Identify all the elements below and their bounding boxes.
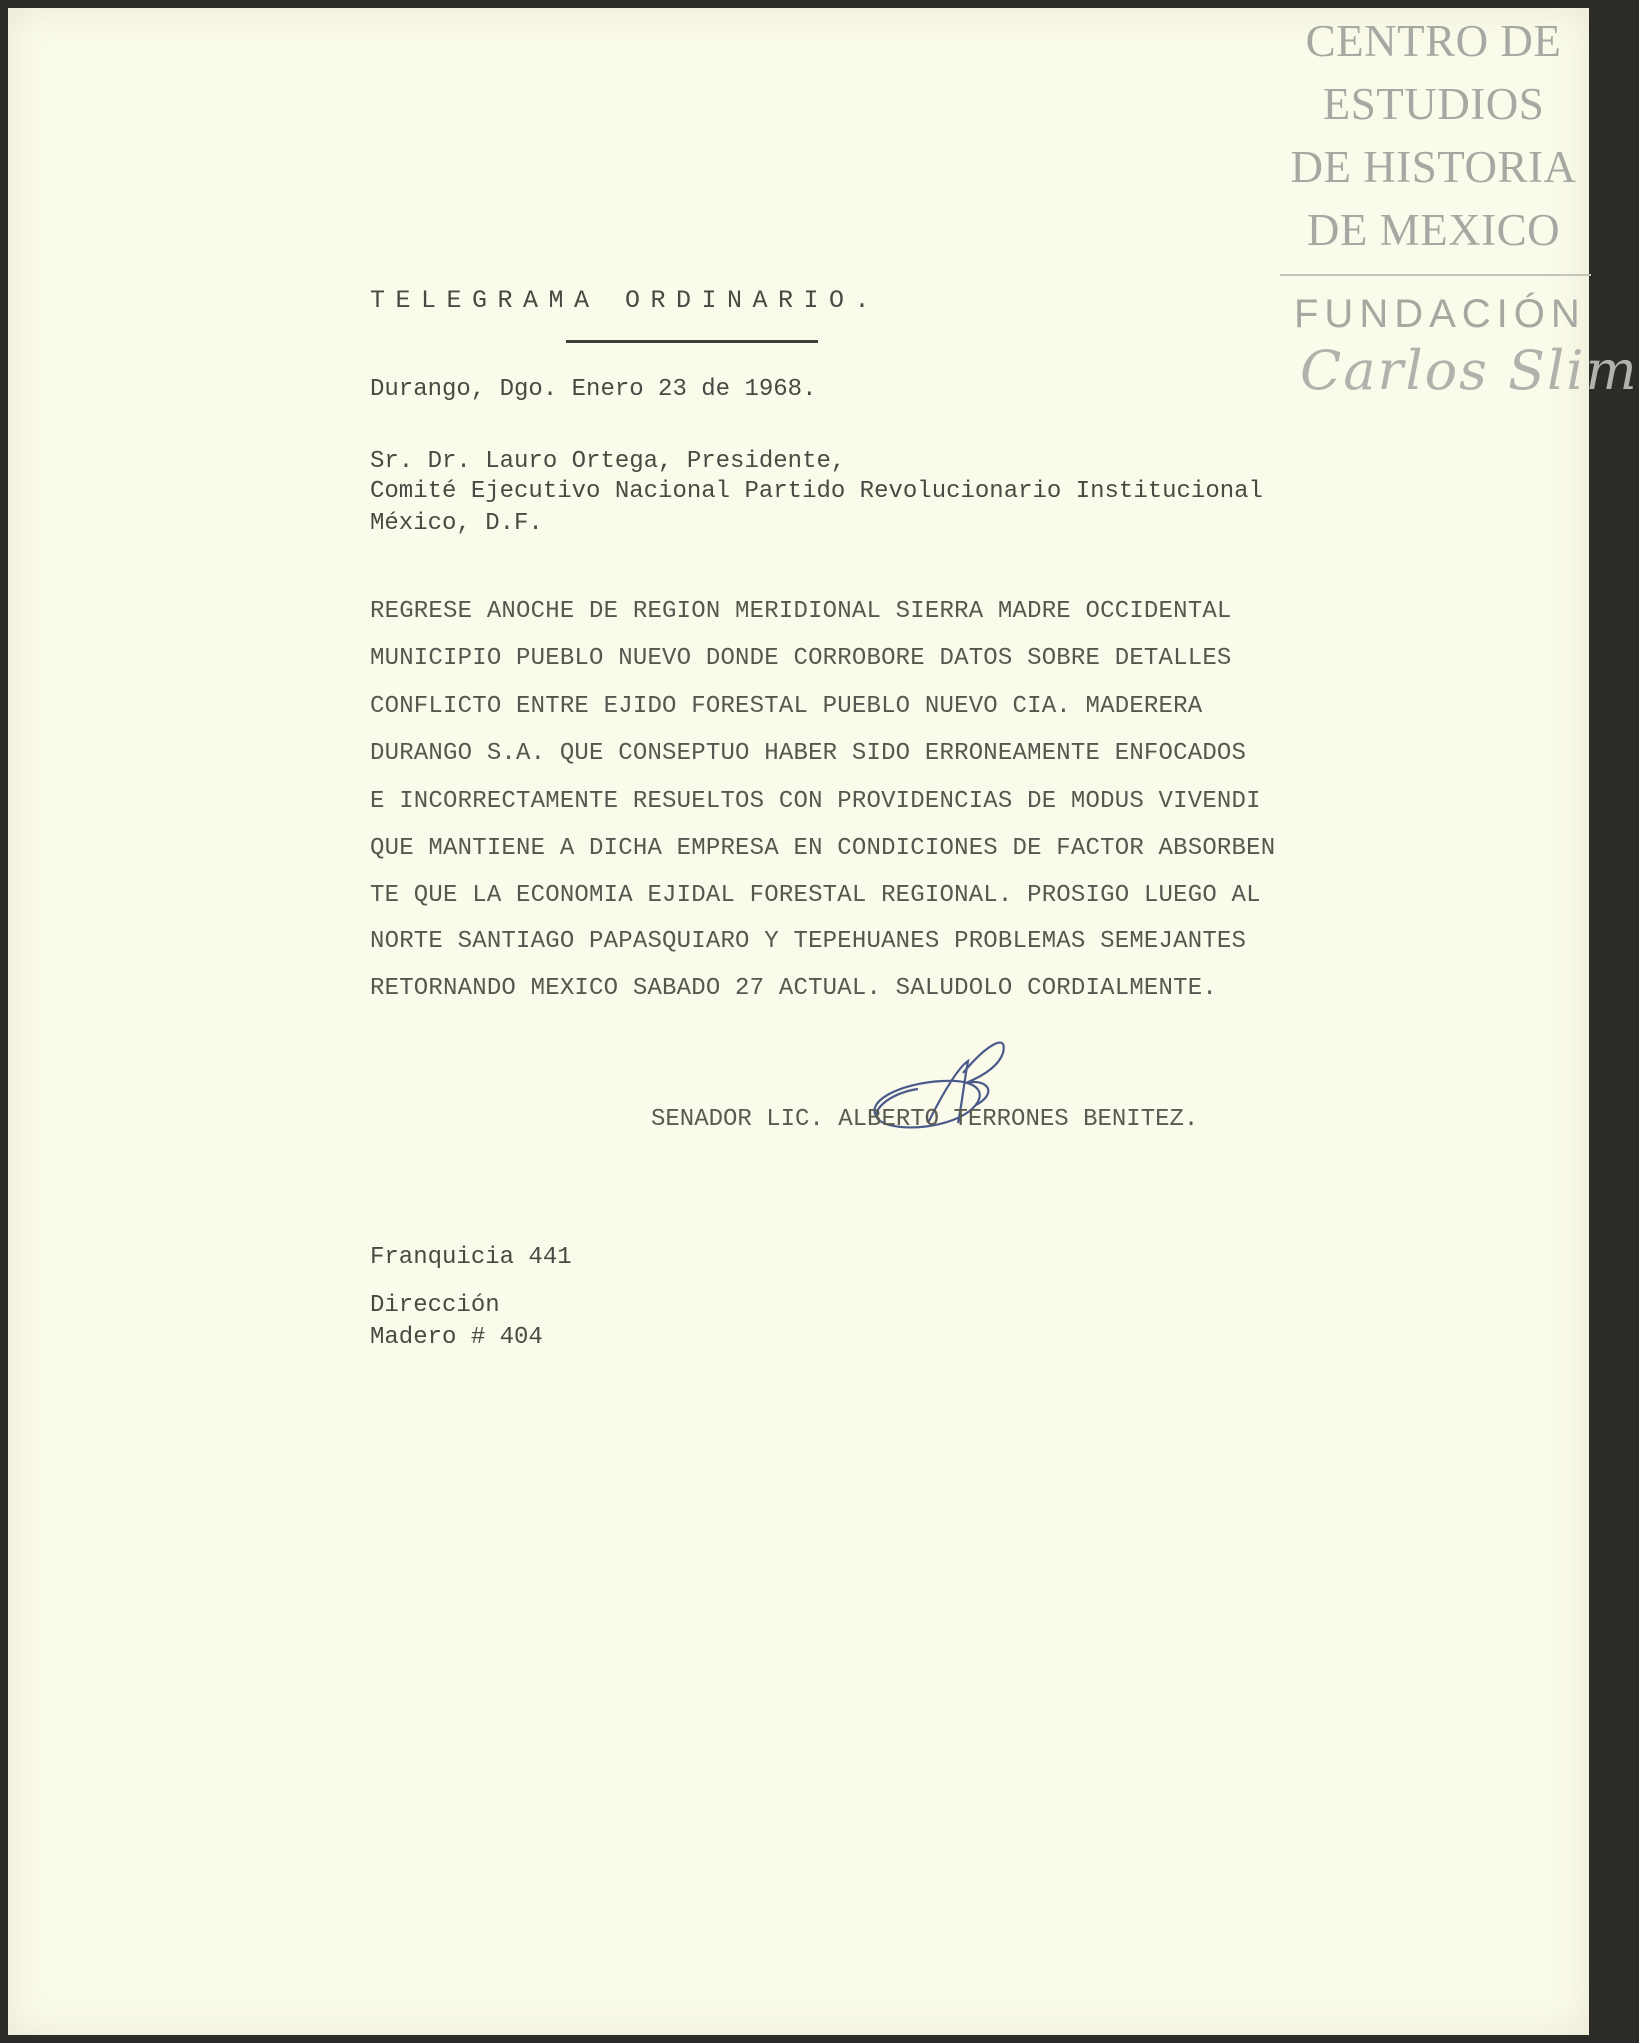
watermark-line-1: CENTRO DE bbox=[1305, 16, 1562, 66]
direccion-value: Madero # 404 bbox=[370, 1324, 543, 1351]
telegram-heading: TELEGRAMA ORDINARIO. bbox=[370, 286, 881, 315]
watermark-line-4: DE MEXICO bbox=[1306, 205, 1561, 255]
recipient-line-3: México, D.F. bbox=[370, 510, 543, 537]
watermark-divider bbox=[1280, 274, 1591, 276]
body-line-7: TE QUE LA ECONOMIA EJIDAL FORESTAL REGIONAL. PROSIGO LUEGO AL bbox=[370, 882, 1261, 909]
body-line-8: NORTE SANTIAGO PAPASQUIARO Y TEPEHUANES PROBLEMAS SEMEJANTES bbox=[370, 928, 1247, 955]
body-line-6: QUE MANTIENE A DICHA EMPRESA EN CONDICIONES DE FACTOR ABSORBEN bbox=[370, 835, 1276, 862]
body-line-2: MUNICIPIO PUEBLO NUEVO DONDE CORROBORE DATOS SOBRE DETALLES bbox=[370, 645, 1232, 672]
direccion-label: Dirección bbox=[370, 1292, 500, 1319]
sender-signature: SENADOR LIC. ALBERTO TERRONES BENITEZ. bbox=[651, 1106, 1199, 1133]
watermark-script-name: Carlos Slim bbox=[1300, 339, 1639, 402]
watermark-line-2: ESTUDIOS bbox=[1322, 79, 1545, 129]
place-date: Durango, Dgo. Enero 23 de 1968. bbox=[370, 376, 817, 403]
recipient-line-2: Comité Ejecutivo Nacional Partido Revolucionario Institucional bbox=[370, 478, 1263, 505]
handwritten-signature bbox=[858, 1023, 1038, 1163]
body-line-9: RETORNANDO MEXICO SABADO 27 ACTUAL. SALUDOLO CORDIALMENTE. bbox=[370, 975, 1217, 1002]
body-line-5: E INCORRECTAMENTE RESUELTOS CON PROVIDENCIAS DE MODUS VIVENDI bbox=[370, 788, 1261, 815]
archive-watermark bbox=[1278, 8, 1639, 408]
body-line-3: CONFLICTO ENTRE EJIDO FORESTAL PUEBLO NUEVO CIA. MADERERA bbox=[370, 693, 1203, 720]
franquicia: Franquicia 441 bbox=[370, 1244, 572, 1271]
watermark-line-3: DE HISTORIA bbox=[1290, 142, 1577, 192]
body-line-4: DURANGO S.A. QUE CONSEPTUO HABER SIDO ERRONEAMENTE ENFOCADOS bbox=[370, 740, 1247, 767]
body-line-1: REGRESE ANOCHE DE REGION MERIDIONAL SIERRA MADRE OCCIDENTAL bbox=[370, 598, 1232, 625]
heading-underline bbox=[566, 340, 818, 343]
recipient-line-1: Sr. Dr. Lauro Ortega, Presidente, bbox=[370, 448, 846, 475]
document-page bbox=[8, 8, 1639, 2035]
watermark-foundation: FUNDACIÓN bbox=[1294, 292, 1586, 336]
